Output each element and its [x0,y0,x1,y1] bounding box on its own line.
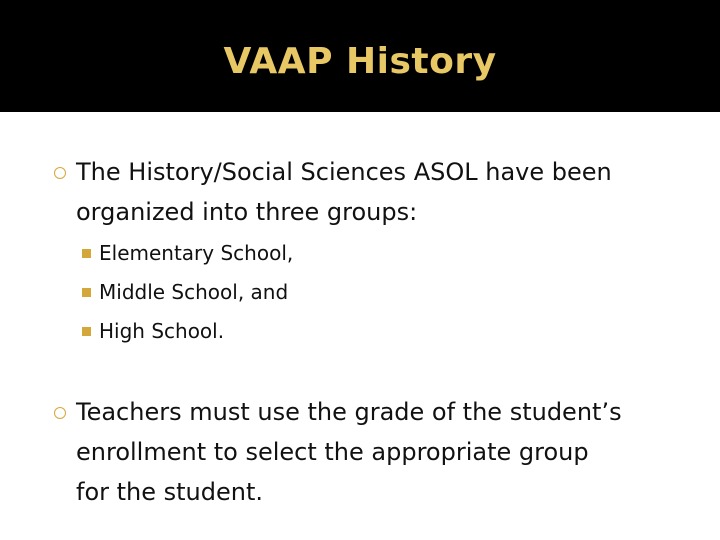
bullet-line: for the student. [76,478,264,506]
filled-square-bullet-icon [82,249,91,258]
filled-square-bullet-icon [82,288,91,297]
bullet-teachers [76,392,696,512]
list-item-high [99,312,659,351]
bullet-line: organized into three groups: [76,198,418,226]
list-item-label: Elementary School, [99,241,294,265]
list-item-label: High School. [99,319,225,343]
filled-square-bullet-icon [82,327,91,336]
bullet-line: enrollment to select the appropriate group [76,438,589,466]
list-item-middle [99,273,659,312]
list-item-elementary [99,234,659,273]
list-item-label: Middle School, and [99,280,289,304]
slide-title: VAAP History [223,41,497,82]
hollow-circle-bullet-icon [54,407,66,419]
bullet-line: Teachers must use the grade of the student’s [76,398,622,426]
bullet-groups [76,152,696,232]
hollow-circle-bullet-icon [54,167,66,179]
group-list [99,234,659,351]
bullet-line: The History/Social Sciences ASOL have been [76,158,612,186]
